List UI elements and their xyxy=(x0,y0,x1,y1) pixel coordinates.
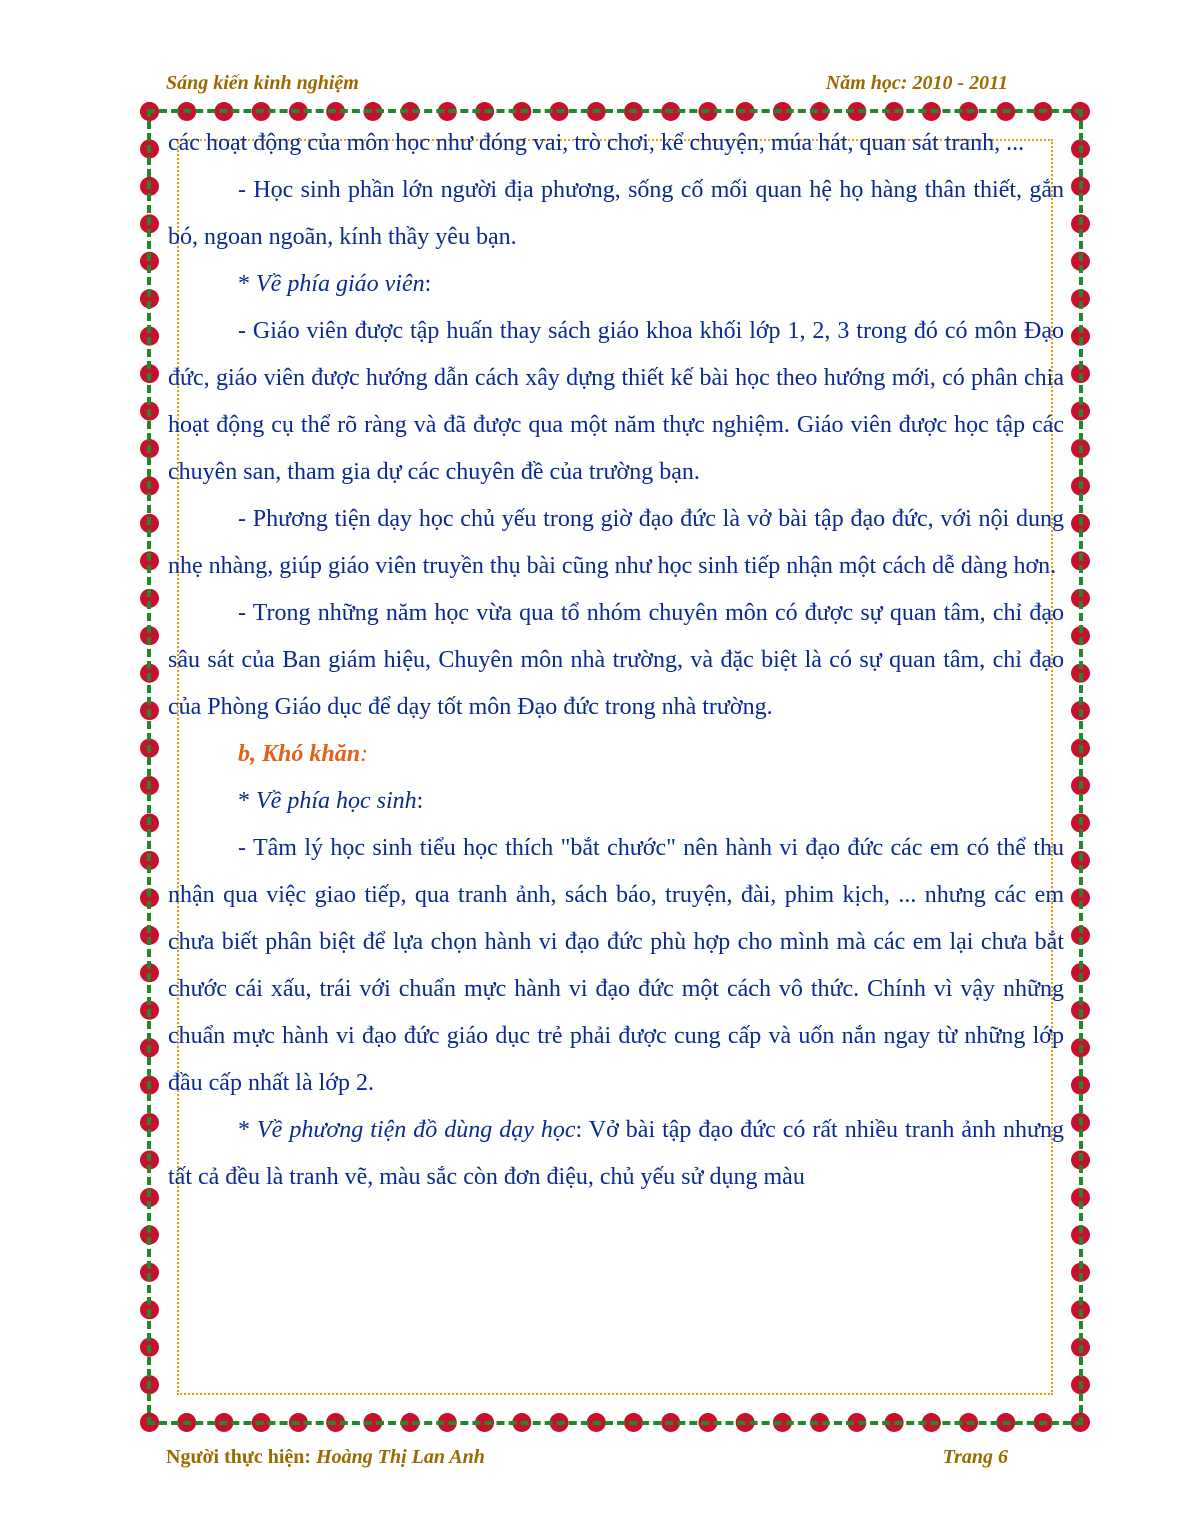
subheading-students xyxy=(168,778,1064,825)
page-header xyxy=(166,72,1008,95)
subheading-colon: : xyxy=(424,271,432,297)
section-heading-text: b, Khó khăn xyxy=(238,741,361,767)
bullet-star: * xyxy=(238,788,256,814)
bullet-star: * xyxy=(238,1117,258,1143)
document-body xyxy=(168,120,1064,1201)
paragraph-2: - Học sinh phần lớn người địa phương, sống cố mối quan hệ họ hàng thân thiết, gắn bó, ngoan ngoãn, kính thầy yêu bạn. xyxy=(168,177,1064,250)
page-number: Trang 6 xyxy=(942,1446,1008,1468)
paragraph-9-text: : Vở bài tập đạo đức có rất nhiều tranh ảnh nhưng tất cả đều là tranh vẽ, màu sắc còn đơn điệu, chủ yếu sử dụng màu xyxy=(168,1117,1065,1190)
paragraph-1: các hoạt động của môn học như đóng vai, trò chơi, kể chuyện, múa hát, quan sát tranh, ... xyxy=(168,130,1025,156)
subheading-teacher xyxy=(168,261,1064,308)
subheading-colon: : xyxy=(416,788,424,814)
paragraph-6: - Trong những năm học vừa qua tổ nhóm chuyên môn có được sự quan tâm, chỉ đạo sâu sát của Ban giám hiệu, Chuyên môn nhà trường, và đặc biệt là có sự quan tâm, chỉ đạo của Phòng Giáo dục để dạy tốt môn Đạo đức trong nhà trường. xyxy=(168,600,1064,720)
paragraph-4: - Giáo viên được tập huấn thay sách giáo khoa khối lớp 1, 2, 3 trong đó có môn Đạo đức, giáo viên được hướng dẫn cách xây dựng thiết kế bài học theo hướng mới, có phân chia hoạt động cụ thể rõ ràng và đã được qua một năm thực nghiệm. Giáo viên được học tập các chuyên san, tham gia dự các chuyên đề của trường bạn. xyxy=(168,318,1064,485)
page-footer xyxy=(166,1446,1008,1469)
paragraph-5: - Phương tiện dạy học chủ yếu trong giờ đạo đức là vở bài tập đạo đức, với nội dung nhẹ nhàng, giúp giáo viên truyền thụ bài cũng như học sinh tiếp nhận một cách dễ dàng hơn. xyxy=(168,506,1064,579)
header-title: Sáng kiến kinh nghiệm xyxy=(166,72,359,94)
subheading-materials-text: Về phương tiện đồ dùng dạy học xyxy=(257,1117,576,1143)
subheading-teacher-text: Về phía giáo viên xyxy=(256,271,425,297)
section-heading-difficulties xyxy=(168,731,1064,778)
subheading-students-text: Về phía học sinh xyxy=(256,788,417,814)
footer-author xyxy=(166,1446,485,1469)
paragraph-9 xyxy=(168,1107,1064,1201)
paragraph-8: - Tâm lý học sinh tiểu học thích "bắt chước" nên hành vi đạo đức các em có thể thu nhận qua việc giao tiếp, qua tranh ảnh, sách báo, truyện, đài, phim kịch, ... nhưng các em chưa biết phân biệt để lựa chọn hành vi đạo đức phù hợp cho mình mà các em lại chưa bắt chước cái xấu, trái với chuẩn mực hành vi đạo đức một cách vô thức. Chính vì vậy những chuẩn mực hành vi đạo đức giáo dục trẻ phải được cung cấp và uốn nắn ngay từ những lớp đầu cấp nhất là lớp 2. xyxy=(168,835,1064,1096)
author-label: Người thực hiện: xyxy=(166,1446,312,1468)
section-heading-colon: : xyxy=(360,741,369,767)
bullet-star: * xyxy=(238,271,256,297)
header-school-year: Năm học: 2010 - 2011 xyxy=(825,72,1008,94)
author-name: Hoàng Thị Lan Anh xyxy=(311,1446,485,1468)
